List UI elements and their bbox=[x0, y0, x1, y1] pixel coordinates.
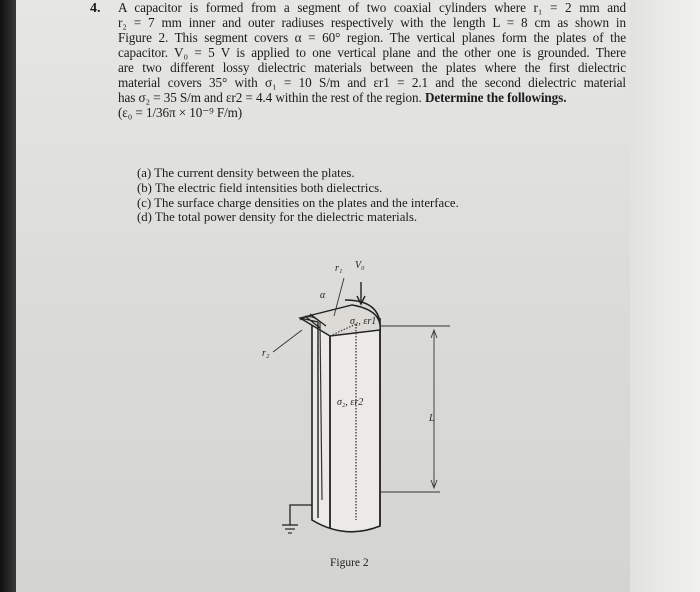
part-a: (a) The current density between the plates. bbox=[137, 166, 355, 180]
label-region-1: σ₁, εr1 bbox=[350, 316, 377, 327]
label-r1: r₁ bbox=[335, 263, 343, 274]
r2-leader bbox=[273, 330, 302, 352]
part-b: (b) The electric field intensities both dielectrics. bbox=[137, 180, 383, 195]
problem-line-5: are two different lossy dielectric materials between the plates where the first dielectric bbox=[118, 60, 626, 75]
ground-lead bbox=[290, 505, 312, 525]
problem-line-1: A capacitor is formed from a segment of two coaxial cylinders where r₁ = 2 mm and bbox=[118, 0, 626, 15]
label-v0: V₀ bbox=[355, 260, 365, 271]
epsilon-zero-note: (ε₀ = 1/36π × 10⁻⁹ F/m) bbox=[118, 104, 243, 120]
problem-line-7-text: has σ₂ = 35 S/m and εr2 = 4.4 within the rest of the region. bbox=[118, 90, 422, 105]
label-region-2: σ₂, εr2 bbox=[337, 397, 364, 408]
part-d: (d) The total power density for the dielectric materials. bbox=[137, 210, 418, 225]
problem-number: 4. bbox=[90, 1, 101, 16]
part-c: (c) The surface charge densities on the plates and the interface. bbox=[137, 195, 459, 210]
figure-caption: Figure 2 bbox=[330, 557, 369, 569]
problem-line-2: r₂ = 7 mm inner and outer radiuses respectively with the length L = 8 cm as shown in bbox=[118, 15, 626, 30]
determine-instruction: Determine the followings. bbox=[424, 90, 567, 105]
problem-line-4: capacitor. V₀ = 5 V is applied to one vertical plane and the other one is grounded. There bbox=[118, 45, 626, 60]
label-alpha: α bbox=[320, 290, 326, 301]
problem-line-6: material covers 35° with σ₁ = 10 S/m and εr1 = 2.1 and the second dielectric material bbox=[118, 75, 626, 90]
label-r2: r₂ bbox=[262, 348, 270, 359]
label-length: L bbox=[429, 413, 435, 424]
problem-line-3: Figure 2. This segment covers α = 60° region. The vertical planes form the plates of the bbox=[118, 30, 626, 45]
